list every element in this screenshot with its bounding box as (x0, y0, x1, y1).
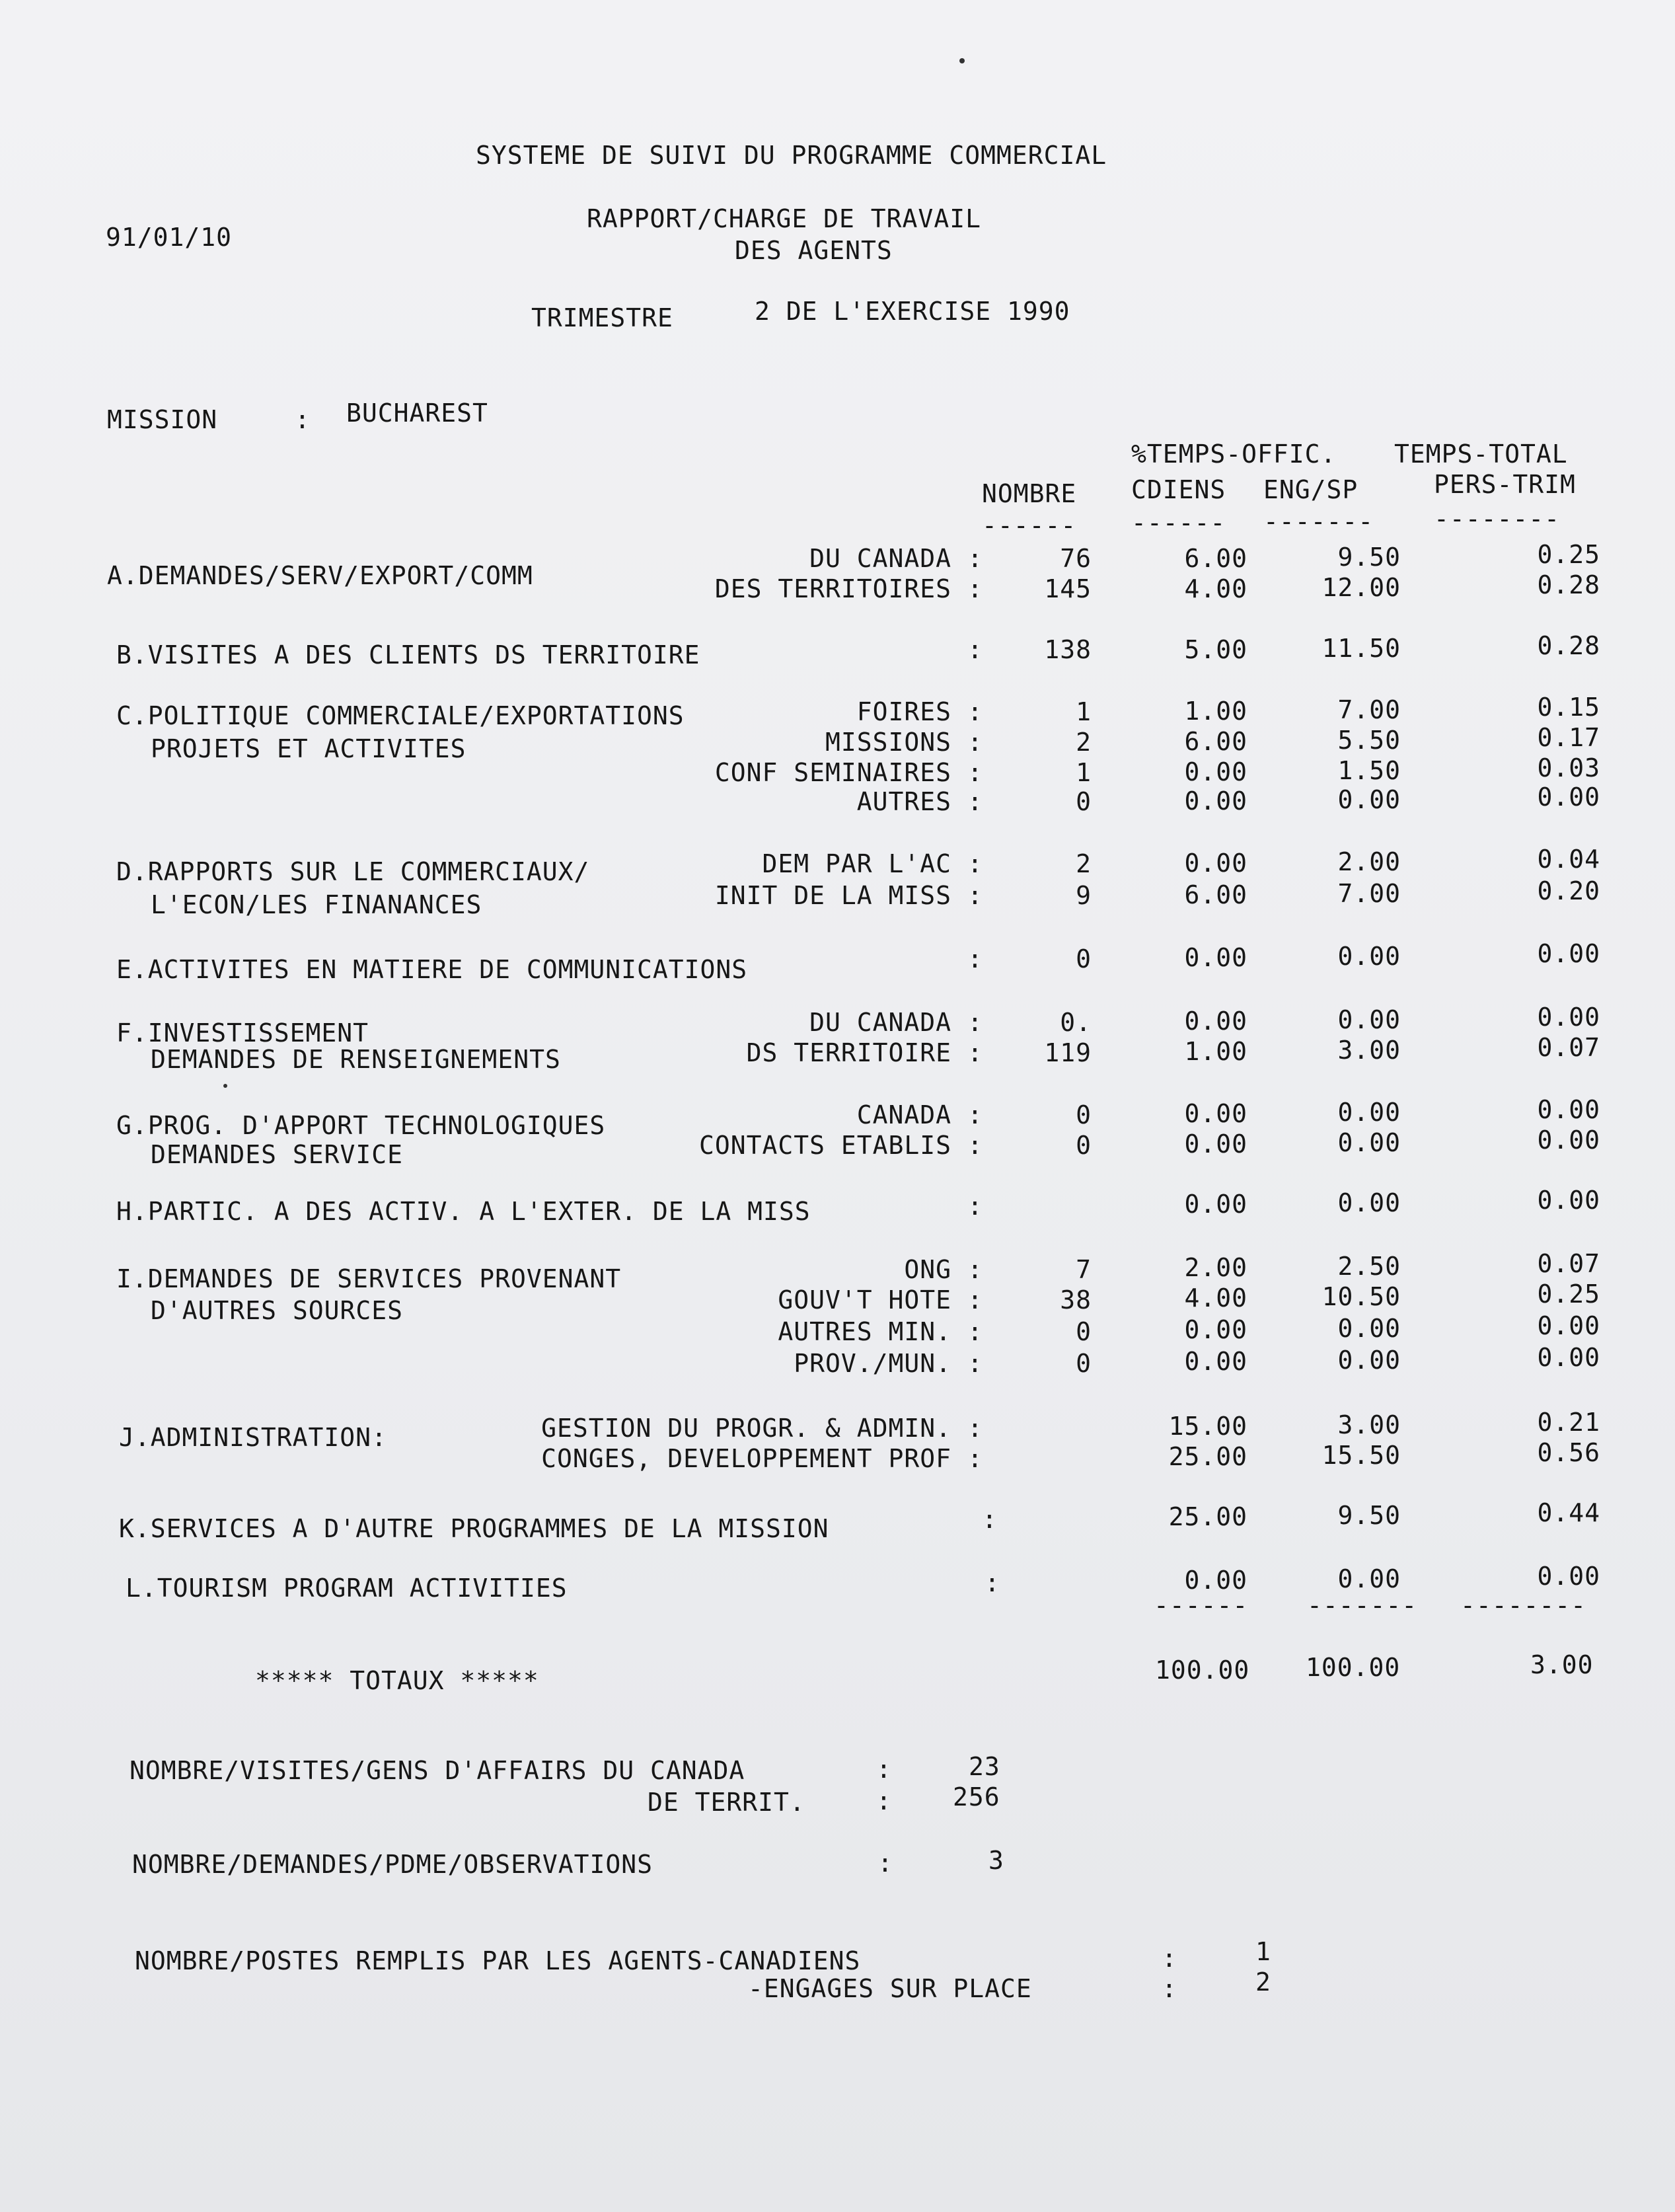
row-total: 0.44 (1537, 1498, 1600, 1527)
row-sublabel: AUTRES (856, 787, 951, 816)
section-i-label: I.DEMANDES DE SERVICES PROVENANT (116, 1264, 622, 1293)
row-colon: : (967, 881, 983, 910)
footer-demandes-label: NOMBRE/DEMANDES/PDME/OBSERVATIONS (132, 1850, 653, 1879)
row-colon: : (967, 728, 983, 757)
footer-colon: : (876, 1786, 892, 1815)
sum-rule-cdiens: ------ (1154, 1591, 1249, 1620)
row-colon: : (967, 697, 983, 726)
row-sublabel: PROV./MUN. (794, 1349, 951, 1378)
col-header-nombre: NOMBRE (982, 479, 1077, 508)
row-cdiens: 4.00 (1184, 574, 1247, 603)
sum-rule-engsp: ------- (1307, 1591, 1418, 1620)
section-c-label2: PROJETS ET ACTIVITES (151, 734, 466, 763)
col-underline-nombre: ------ (982, 511, 1077, 540)
row-total: 0.00 (1537, 1343, 1600, 1372)
row-colon: : (967, 1349, 983, 1378)
section-l-label: L.TOURISM PROGRAM ACTIVITIES (126, 1574, 568, 1603)
row-cdiens: 4.00 (1184, 1283, 1247, 1313)
row-sublabel: DU CANADA (809, 544, 951, 573)
row-cdiens: 2.00 (1184, 1253, 1247, 1282)
footer-visites-territ: 256 (953, 1782, 1000, 1812)
row-total: 0.15 (1537, 693, 1600, 722)
section-k-label: K.SERVICES A D'AUTRE PROGRAMMES DE LA MISSION (119, 1514, 829, 1543)
row-colon: : (967, 1131, 983, 1160)
section-f-label2: DEMANDES DE RENSEIGNEMENTS (151, 1045, 561, 1074)
scan-mark (223, 1084, 227, 1088)
row-nombre: 145 (1044, 574, 1092, 603)
row-total: 0.00 (1537, 1186, 1600, 1215)
footer-colon: : (876, 1755, 892, 1784)
row-sublabel: INIT DE LA MISS (714, 881, 951, 910)
trimester-value: 2 DE L'EXERCISE 1990 (755, 297, 1070, 326)
row-total: 0.03 (1537, 753, 1600, 782)
row-colon: : (967, 1008, 983, 1037)
row-colon: : (967, 574, 983, 603)
row-sublabel: GESTION DU PROGR. & ADMIN. (541, 1414, 951, 1443)
row-engsp: 0.00 (1337, 1005, 1401, 1034)
row-total: 0.25 (1537, 1279, 1600, 1309)
row-nombre: 138 (1044, 635, 1092, 664)
row-colon: : (967, 635, 983, 664)
totals-engsp: 100.00 (1306, 1653, 1401, 1682)
footer-visites-territ-label: DE TERRIT. (648, 1788, 805, 1817)
row-cdiens: 1.00 (1184, 697, 1247, 726)
row-nombre: 119 (1044, 1038, 1092, 1067)
row-nombre: 2 (1076, 728, 1092, 757)
row-nombre: 2 (1076, 849, 1092, 878)
row-colon: : (982, 1505, 998, 1534)
row-engsp: 2.50 (1337, 1252, 1401, 1281)
sum-rule-total: -------- (1460, 1591, 1587, 1620)
row-cdiens: 0.00 (1184, 849, 1247, 878)
row-total: 0.07 (1537, 1249, 1600, 1278)
row-total: 0.00 (1537, 1003, 1600, 1032)
row-engsp: 7.00 (1337, 695, 1401, 724)
row-cdiens: 0.00 (1184, 1129, 1247, 1159)
col-header-cdiens: CDIENS (1131, 475, 1226, 504)
row-nombre: 0 (1076, 944, 1092, 973)
section-g-label2: DEMANDES SERVICE (151, 1140, 404, 1169)
row-cdiens: 1.00 (1184, 1037, 1247, 1066)
row-cdiens: 0.00 (1184, 1099, 1247, 1128)
row-engsp: 7.00 (1337, 879, 1401, 908)
row-total: 0.07 (1537, 1033, 1600, 1062)
row-sublabel: CONTACTS ETABLIS (698, 1131, 951, 1160)
row-sublabel: FOIRES (856, 697, 951, 726)
row-cdiens: 5.00 (1184, 635, 1247, 664)
row-total: 0.28 (1537, 631, 1600, 660)
row-engsp: 5.50 (1337, 726, 1401, 755)
row-nombre: 0 (1076, 1349, 1092, 1378)
section-d-label: D.RAPPORTS SUR LE COMMERCIAUX/ (116, 857, 590, 886)
row-engsp: 12.00 (1321, 573, 1401, 602)
row-cdiens: 0.00 (1184, 1007, 1247, 1036)
footer-colon: : (877, 1849, 893, 1878)
footer-demandes-value: 3 (988, 1846, 1004, 1875)
row-engsp: 0.00 (1337, 1098, 1401, 1127)
row-sublabel: GOUV'T HOTE (778, 1285, 951, 1315)
row-sublabel: CANADA (856, 1100, 951, 1129)
row-engsp: 2.00 (1337, 847, 1401, 876)
section-i-label2: D'AUTRES SOURCES (151, 1296, 404, 1325)
totals-total: 3.00 (1530, 1650, 1594, 1679)
row-nombre: 0. (1060, 1008, 1092, 1037)
row-colon: : (967, 1038, 983, 1067)
row-cdiens: 0.00 (1184, 1347, 1247, 1376)
scan-mark (959, 58, 965, 63)
row-cdiens: 25.00 (1168, 1442, 1247, 1471)
row-engsp: 1.50 (1337, 756, 1401, 785)
row-nombre: 38 (1060, 1285, 1092, 1315)
row-nombre: 0 (1076, 1100, 1092, 1129)
row-engsp: 0.00 (1337, 1128, 1401, 1157)
col-header-pct: %TEMPS-OFFIC. (1131, 439, 1337, 469)
section-e-label: E.ACTIVITES EN MATIERE DE COMMUNICATIONS (116, 955, 748, 984)
mission-value: BUCHAREST (346, 399, 488, 428)
row-nombre: 0 (1076, 787, 1092, 816)
row-engsp: 0.00 (1337, 1188, 1401, 1217)
row-total: 0.00 (1537, 1095, 1600, 1124)
row-sublabel: DEM PAR L'AC (762, 849, 951, 878)
row-sublabel: DS TERRITOIRE (746, 1038, 951, 1067)
row-nombre: 0 (1076, 1131, 1092, 1160)
row-colon: : (967, 1317, 983, 1346)
section-h-label: H.PARTIC. A DES ACTIV. A L'EXTER. DE LA MISS (116, 1197, 811, 1226)
row-sublabel: CONGES, DEVELOPPEMENT PROF (541, 1444, 951, 1473)
mission-sep: : (295, 405, 311, 434)
row-cdiens: 25.00 (1168, 1502, 1247, 1531)
row-engsp: 9.50 (1337, 1501, 1401, 1530)
footer-postes-place: 2 (1255, 1967, 1271, 1997)
row-total: 0.56 (1537, 1438, 1600, 1467)
row-total: 0.00 (1537, 1562, 1600, 1591)
section-g-label: G.PROG. D'APPORT TECHNOLOGIQUES (116, 1111, 606, 1140)
row-cdiens: 6.00 (1184, 727, 1247, 756)
col-underline-total: -------- (1434, 504, 1561, 533)
report-title-line2: DES AGENTS (735, 236, 893, 265)
section-c-label: C.POLITIQUE COMMERCIALE/EXPORTATIONS (116, 701, 685, 730)
system-title: SYSTEME DE SUIVI DU PROGRAMME COMMERCIAL (476, 141, 1107, 170)
row-cdiens: 6.00 (1184, 880, 1247, 909)
row-sublabel: ONG (904, 1255, 951, 1284)
row-sublabel: DES TERRITOIRES (714, 574, 951, 603)
row-colon: : (967, 758, 983, 787)
row-cdiens: 0.00 (1184, 1190, 1247, 1219)
row-total: 0.00 (1537, 1125, 1600, 1155)
row-nombre: 76 (1060, 544, 1092, 573)
row-engsp: 9.50 (1337, 543, 1401, 572)
footer-colon: : (1162, 1944, 1177, 1973)
row-total: 0.17 (1537, 723, 1600, 752)
report-date: 91/01/10 (106, 223, 233, 252)
row-engsp: 0.00 (1337, 1314, 1401, 1343)
row-engsp: 0.00 (1337, 942, 1401, 971)
row-cdiens: 0.00 (1184, 943, 1247, 972)
row-engsp: 15.50 (1321, 1441, 1401, 1470)
row-total: 0.00 (1537, 939, 1600, 968)
row-total: 0.28 (1537, 570, 1600, 599)
footer-colon: : (1162, 1974, 1177, 2003)
row-cdiens: 15.00 (1168, 1412, 1247, 1441)
row-colon: : (967, 1255, 983, 1284)
row-total: 0.04 (1537, 845, 1600, 874)
mission-label: MISSION (107, 405, 218, 434)
row-total: 0.00 (1537, 1311, 1600, 1340)
row-total: 0.21 (1537, 1408, 1600, 1437)
section-j-label: J.ADMINISTRATION: (119, 1423, 387, 1452)
row-engsp: 0.00 (1337, 785, 1401, 814)
col-header-total-1: TEMPS-TOTAL (1394, 439, 1568, 469)
row-total: 0.00 (1537, 782, 1600, 812)
footer-postes-place-label: -ENGAGES SUR PLACE (748, 1974, 1032, 2003)
row-engsp: 3.00 (1337, 1036, 1401, 1065)
row-sublabel: DU CANADA (809, 1008, 951, 1037)
row-engsp: 0.00 (1337, 1346, 1401, 1375)
report-title-line1: RAPPORT/CHARGE DE TRAVAIL (587, 204, 981, 233)
row-colon: : (967, 1444, 983, 1473)
row-nombre: 1 (1076, 758, 1092, 787)
section-a-label: A.DEMANDES/SERV/EXPORT/COMM (107, 561, 533, 590)
totals-cdiens: 100.00 (1155, 1656, 1250, 1685)
col-underline-cdiens: ------ (1131, 508, 1226, 537)
row-engsp: 11.50 (1321, 634, 1401, 663)
col-underline-engsp: ------- (1263, 507, 1374, 536)
row-sublabel: MISSIONS (825, 728, 951, 757)
row-engsp: 0.00 (1337, 1564, 1401, 1593)
row-cdiens: 6.00 (1184, 544, 1247, 573)
row-nombre: 9 (1076, 881, 1092, 910)
row-sublabel: CONF SEMINAIRES (714, 758, 951, 787)
row-cdiens: 0.00 (1184, 786, 1247, 816)
trimester-label: TRIMESTRE (531, 303, 673, 332)
row-engsp: 10.50 (1321, 1282, 1401, 1311)
row-engsp: 3.00 (1337, 1410, 1401, 1439)
row-total: 0.20 (1537, 876, 1600, 905)
row-cdiens: 0.00 (1184, 1566, 1247, 1595)
section-b-label: B.VISITES A DES CLIENTS DS TERRITOIRE (116, 640, 700, 669)
section-d-label2: L'ECON/LES FINANANCES (151, 890, 482, 919)
row-cdiens: 0.00 (1184, 1315, 1247, 1344)
row-colon: : (967, 1100, 983, 1129)
footer-visites-label: NOMBRE/VISITES/GENS D'AFFAIRS DU CANADA (130, 1756, 745, 1785)
row-colon: : (967, 1414, 983, 1443)
row-colon: : (985, 1568, 1000, 1597)
row-nombre: 1 (1076, 697, 1092, 726)
footer-visites-canada: 23 (969, 1752, 1000, 1781)
col-header-engsp: ENG/SP (1263, 475, 1359, 504)
row-nombre: 7 (1076, 1255, 1092, 1284)
row-sublabel: AUTRES MIN. (778, 1317, 951, 1346)
row-colon: : (967, 787, 983, 816)
row-nombre: 0 (1076, 1317, 1092, 1346)
row-cdiens: 0.00 (1184, 757, 1247, 786)
row-colon: : (967, 944, 983, 973)
section-f-label: F.INVESTISSEMENT (116, 1018, 369, 1048)
totals-label: ***** TOTAUX ***** (255, 1666, 539, 1695)
row-total: 0.25 (1537, 540, 1600, 569)
col-header-total-2: PERS-TRIM (1434, 470, 1576, 499)
row-colon: : (967, 544, 983, 573)
row-colon: : (967, 1285, 983, 1315)
footer-postes-canadiens: 1 (1255, 1937, 1271, 1966)
row-colon: : (967, 1192, 983, 1221)
row-colon: : (967, 849, 983, 878)
footer-postes-label: NOMBRE/POSTES REMPLIS PAR LES AGENTS-CANADIENS (135, 1946, 861, 1975)
